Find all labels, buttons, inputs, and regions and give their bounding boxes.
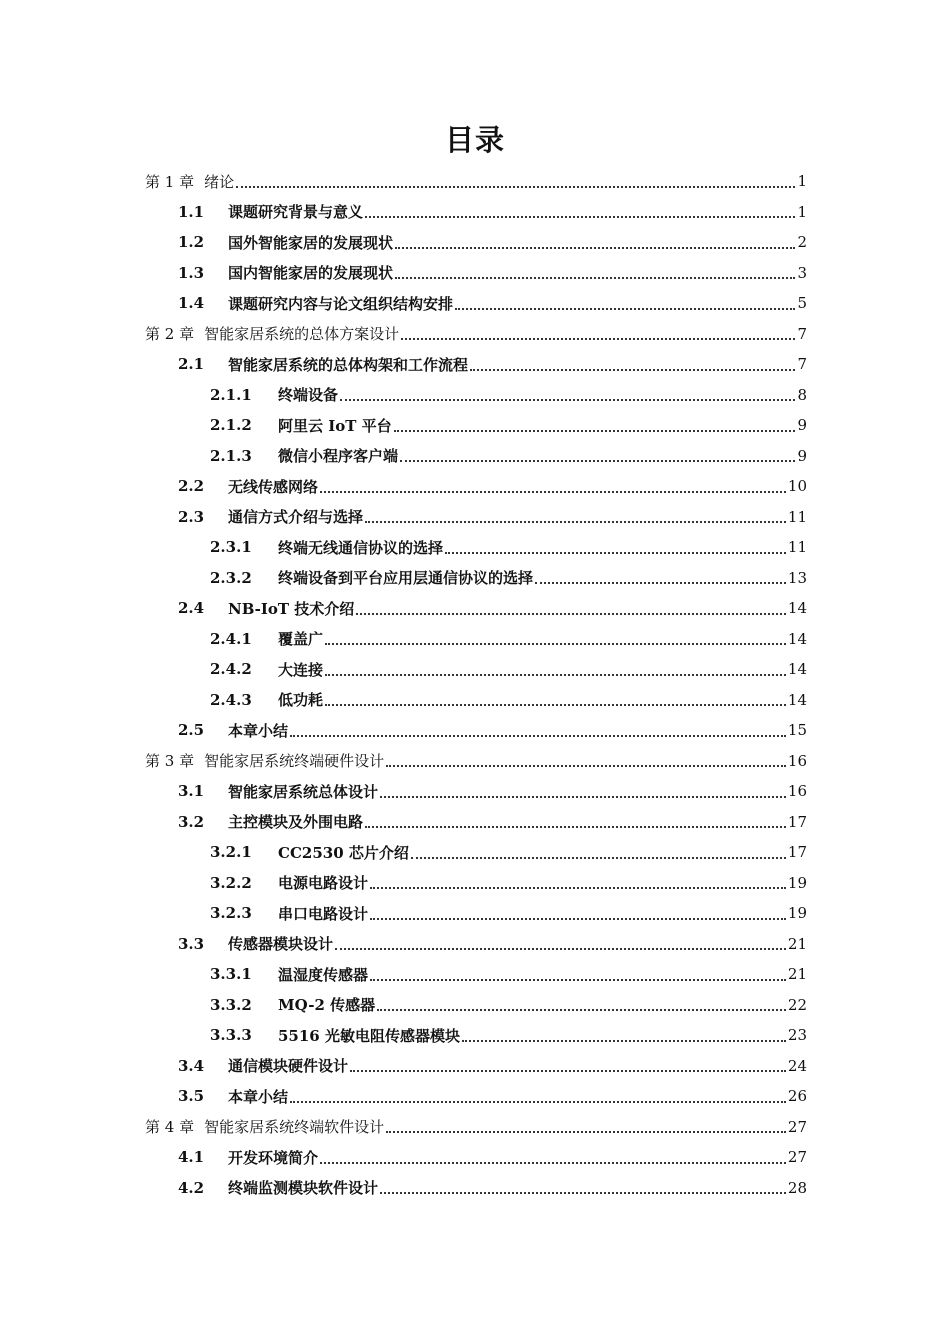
dot-leader (400, 459, 795, 462)
toc-entry-title: 终端设备到平台应用层通信协议的选择 (278, 569, 534, 588)
toc-subsection-entry[interactable] (145, 654, 807, 685)
toc-section-entry[interactable] (145, 929, 807, 960)
toc-entry-page: 16 (787, 782, 807, 801)
toc-entry-number: 第 2 章 (145, 325, 195, 344)
dot-leader (401, 337, 795, 340)
toc-subsection-entry[interactable] (145, 685, 807, 716)
toc-entry-number: 第 1 章 (145, 172, 195, 191)
toc-section-entry[interactable] (145, 227, 807, 258)
toc-entry-page: 24 (787, 1056, 807, 1075)
toc-entry-page: 21 (787, 934, 807, 953)
toc-entry-title: 智能家居系统的总体构架和工作流程 (228, 355, 469, 374)
toc-entry-number: 2.3.2 (210, 568, 252, 587)
toc-entry-title: 主控模块及外围电路 (228, 813, 364, 832)
toc-entry-page: 17 (787, 843, 807, 862)
toc-entry-page: 27 (787, 1117, 807, 1136)
toc-entry-title: 智能家居系统终端硬件设计 (204, 752, 385, 771)
toc-entry-page: 17 (787, 812, 807, 831)
toc-section-entry[interactable] (145, 502, 807, 533)
toc-entry-number: 1.3 (178, 263, 205, 282)
toc-chapter-entry[interactable] (145, 319, 807, 350)
dot-leader (365, 215, 795, 218)
toc-entry-number: 2.2 (178, 477, 205, 496)
toc-section-entry[interactable] (145, 1051, 807, 1082)
dot-leader (320, 490, 786, 493)
toc-entry-page: 14 (787, 690, 807, 709)
dot-leader (370, 978, 786, 981)
dot-leader (325, 642, 786, 645)
toc-entry-title: 本章小结 (228, 721, 289, 740)
page-title: 目录 (444, 123, 505, 157)
toc-entry-title: 智能家居系统的总体方案设计 (204, 325, 400, 344)
dot-leader (320, 1161, 786, 1164)
toc-entry-number: 3.1 (178, 782, 205, 801)
dot-leader (365, 520, 786, 523)
toc-subsection-entry[interactable] (145, 410, 807, 441)
toc-entry-page: 19 (787, 873, 807, 892)
toc-entry-page: 10 (787, 477, 807, 496)
toc-entry-page: 27 (787, 1148, 807, 1167)
dot-leader (377, 1008, 786, 1011)
toc-entry-page: 1 (797, 172, 807, 191)
dot-leader (380, 1191, 786, 1194)
toc-subsection-entry[interactable] (145, 959, 807, 990)
toc-entry-number: 3.3 (178, 934, 205, 953)
toc-chapter-entry[interactable] (145, 1112, 807, 1143)
toc-entry-page: 26 (787, 1087, 807, 1106)
toc-entry-number: 2.4.1 (210, 629, 252, 648)
toc-entry-title: 传感器模块设计 (228, 935, 334, 954)
toc-entry-page: 11 (787, 538, 807, 557)
toc-entry-page: 19 (787, 904, 807, 923)
toc-subsection-entry[interactable] (145, 380, 807, 411)
toc-entry-page: 8 (797, 385, 807, 404)
toc-entry-title: 5516 光敏电阻传感器模块 (278, 1026, 460, 1045)
toc-entry-title: 国外智能家居的发展现状 (228, 233, 394, 252)
toc-section-entry[interactable] (145, 288, 807, 319)
toc-entry-title: NB-IoT 技术介绍 (228, 599, 355, 618)
toc-entry-title: MQ-2 传感器 (278, 996, 376, 1015)
toc-entry-page: 15 (787, 721, 807, 740)
dot-leader (236, 185, 795, 188)
dot-leader (395, 246, 795, 249)
toc-entry-title: CC2530 芯片介绍 (278, 843, 409, 862)
toc-section-entry[interactable] (145, 258, 807, 289)
toc-entry-title: 课题研究内容与论文组织结构安排 (228, 294, 454, 313)
dot-leader (350, 1069, 786, 1072)
toc-entry-number: 3.3.1 (210, 965, 252, 984)
dot-leader (356, 612, 786, 615)
toc-entry-page: 9 (797, 416, 807, 435)
toc-entry-title: 阿里云 IoT 平台 (278, 416, 392, 435)
toc-entry-number: 1.4 (178, 294, 205, 313)
toc-entry-number: 1.1 (178, 202, 205, 221)
toc-entry-page: 23 (787, 1026, 807, 1045)
toc-entry-number: 2.1 (178, 355, 205, 374)
toc-chapter-entry[interactable] (145, 166, 807, 197)
dot-leader (380, 795, 786, 798)
toc-subsection-entry[interactable] (145, 898, 807, 929)
toc-entry-page: 21 (787, 965, 807, 984)
toc-entry-title: 电源电路设计 (278, 874, 369, 893)
toc-entry-page: 7 (797, 324, 807, 343)
toc-entry-number: 2.1.3 (210, 446, 252, 465)
dot-leader (290, 734, 786, 737)
toc-entry-title: 终端无线通信协议的选择 (278, 538, 444, 557)
dot-leader (370, 886, 786, 889)
toc-section-entry[interactable] (145, 197, 807, 228)
toc-entry-number: 2.4 (178, 599, 205, 618)
dot-leader (462, 1039, 786, 1042)
toc-entry-title: 国内智能家居的发展现状 (228, 264, 394, 283)
toc-entry-page: 22 (787, 995, 807, 1014)
dot-leader (340, 398, 795, 401)
toc-entry-title: 无线传感网络 (228, 477, 319, 496)
toc-section-entry[interactable] (145, 807, 807, 838)
toc-section-entry[interactable] (145, 1081, 807, 1112)
toc-entry-page: 14 (787, 660, 807, 679)
toc-entry-page: 2 (797, 233, 807, 252)
dot-leader (386, 1130, 786, 1133)
toc-entry-title: 绪论 (204, 172, 235, 191)
toc-section-entry[interactable] (145, 715, 807, 746)
toc-entry-number: 3.3.2 (210, 995, 252, 1014)
toc-entry-page: 5 (797, 294, 807, 313)
toc-entry-number: 4.1 (178, 1148, 205, 1167)
toc-entry-number: 3.2 (178, 812, 205, 831)
toc-entry-number: 3.3.3 (210, 1026, 252, 1045)
toc-entry-page: 1 (797, 202, 807, 221)
toc-entry-number: 3.5 (178, 1087, 205, 1106)
toc-entry-title: 微信小程序客户端 (278, 447, 399, 466)
toc-subsection-entry[interactable] (145, 441, 807, 472)
toc-section-entry[interactable] (145, 776, 807, 807)
toc-entry-page: 14 (787, 629, 807, 648)
toc-section-entry[interactable] (145, 1173, 807, 1204)
toc-subsection-entry[interactable] (145, 624, 807, 655)
toc-entry-number: 2.4.2 (210, 660, 252, 679)
toc-section-entry[interactable] (145, 471, 807, 502)
dot-leader (470, 368, 795, 371)
toc-chapter-entry[interactable] (145, 746, 807, 777)
toc-entry-number: 3.2.3 (210, 904, 252, 923)
dot-leader (395, 276, 795, 279)
toc-entry-number: 2.3.1 (210, 538, 252, 557)
toc-subsection-entry[interactable] (145, 868, 807, 899)
toc-entry-title: 覆盖广 (278, 630, 324, 649)
toc-entry-title: 终端监测模块软件设计 (228, 1179, 379, 1198)
dot-leader (370, 917, 786, 920)
dot-leader (325, 703, 786, 706)
dot-leader (445, 551, 786, 554)
toc-entry-number: 3.2.1 (210, 843, 252, 862)
dot-leader (394, 429, 796, 432)
toc-section-entry[interactable] (145, 1142, 807, 1173)
toc-entry-page: 3 (797, 263, 807, 282)
dot-leader (535, 581, 786, 584)
table-of-contents (145, 166, 807, 1203)
toc-entry-page: 11 (787, 507, 807, 526)
dot-leader (455, 307, 795, 310)
toc-entry-page: 16 (787, 751, 807, 770)
toc-entry-page: 28 (787, 1178, 807, 1197)
toc-entry-page: 7 (797, 355, 807, 374)
toc-entry-title: 温湿度传感器 (278, 965, 369, 984)
dot-leader (365, 825, 786, 828)
toc-entry-number: 2.1.1 (210, 385, 252, 404)
dot-leader (335, 947, 786, 950)
toc-subsection-entry[interactable] (145, 1020, 807, 1051)
toc-entry-title: 大连接 (278, 660, 324, 679)
toc-entry-number: 4.2 (178, 1178, 205, 1197)
toc-entry-page: 13 (787, 568, 807, 587)
toc-entry-number: 2.4.3 (210, 690, 252, 709)
toc-entry-title: 开发环境简介 (228, 1148, 319, 1167)
toc-entry-title: 通信方式介绍与选择 (228, 508, 364, 527)
toc-subsection-entry[interactable] (145, 990, 807, 1021)
toc-entry-number: 第 3 章 (145, 752, 195, 771)
toc-entry-title: 串口电路设计 (278, 904, 369, 923)
toc-section-entry[interactable] (145, 593, 807, 624)
toc-entry-number: 1.2 (178, 233, 205, 252)
toc-subsection-entry[interactable] (145, 837, 807, 868)
toc-entry-number: 3.2.2 (210, 873, 252, 892)
toc-entry-number: 2.3 (178, 507, 205, 526)
toc-entry-number: 2.5 (178, 721, 205, 740)
toc-entry-title: 低功耗 (278, 691, 324, 710)
toc-entry-page: 9 (797, 446, 807, 465)
dot-leader (411, 856, 786, 859)
toc-entry-number: 3.4 (178, 1056, 205, 1075)
toc-section-entry[interactable] (145, 349, 807, 380)
toc-subsection-entry[interactable] (145, 563, 807, 594)
toc-subsection-entry[interactable] (145, 532, 807, 563)
toc-entry-title: 终端设备 (278, 386, 339, 405)
toc-entry-number: 第 4 章 (145, 1118, 195, 1137)
toc-entry-title: 本章小结 (228, 1087, 289, 1106)
toc-entry-title: 课题研究背景与意义 (228, 203, 364, 222)
toc-entry-title: 通信模块硬件设计 (228, 1057, 349, 1076)
toc-entry-title: 智能家居系统终端软件设计 (204, 1118, 385, 1137)
toc-entry-number: 2.1.2 (210, 416, 252, 435)
toc-entry-page: 14 (787, 599, 807, 618)
dot-leader (386, 764, 786, 767)
dot-leader (325, 673, 786, 676)
dot-leader (290, 1100, 786, 1103)
toc-entry-title: 智能家居系统总体设计 (228, 782, 379, 801)
